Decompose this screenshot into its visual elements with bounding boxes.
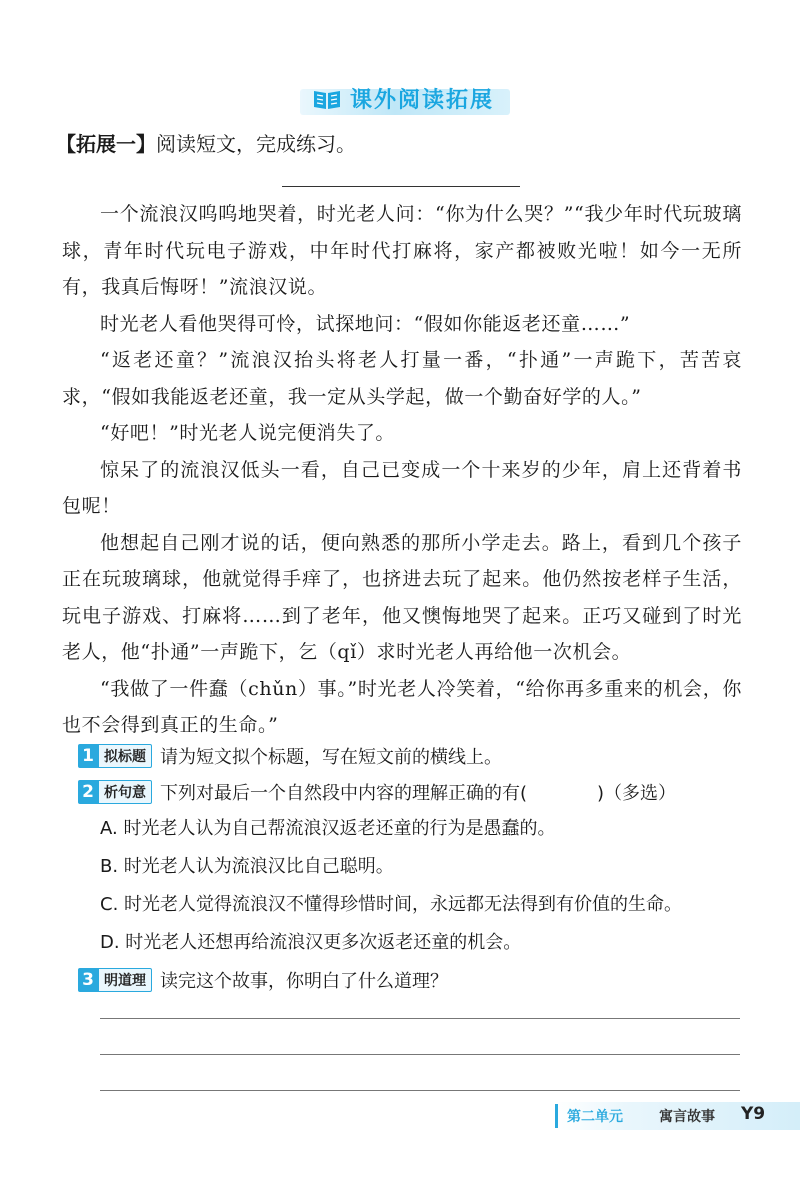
story-paragraph: 时光老人看他哭得可怜，试探地问：“假如你能返老还童……” [100,312,631,335]
question-text: 读完这个故事，你明白了什么道理？ [160,971,448,992]
question-tag: 拟标题 [98,744,152,768]
task-heading [56,128,356,157]
topic-label: 寓言故事 [659,1109,715,1125]
option-a[interactable]: A. 时光老人认为自己帮流浪汉返老还童的行为是愚蠢的。 [100,818,556,839]
question-number: 1 [78,744,98,768]
questions-section [78,738,758,998]
story-paragraph: “返老还童？”流浪汉抬头将老人打量一番，“扑通”一声跪下，苦苦哀求，“假如我能返老还童，我一定从头学起，做一个勤奋好学的人。” [62,349,742,408]
question-text-end: )（多选） [597,783,677,804]
story-paragraph: 他想起自己刚才说的话，便向熟悉的那所小学走去。路上，看到几个孩子正在玩玻璃球，他就觉得手痒了，也挤进去玩了起来。他仍然按老样子生活，玩电子游戏、打麻将……到了老年，他又懊悔地哭了起来。正巧又碰到了时光老人，他“扑通”一声跪下，乞（qǐ）求时光老人再给他一次机会。 [62,531,742,663]
page-footer [555,1102,800,1130]
question-text: 请为短文拟个标题，写在短文前的横线上。 [160,747,502,768]
page-number: Y9 [741,1104,766,1124]
open-book-icon [312,85,342,111]
section-title: 课外阅读拓展 [350,88,495,113]
task-tag: 【拓展一】 [56,132,156,156]
task-instruction: 阅读短文，完成练习。 [156,132,356,156]
story-text [62,196,742,744]
story-paragraph: 一个流浪汉呜呜地哭着，时光老人问：“你为什么哭？”“我少年时代玩玻璃球，青年时代玩电子游戏，中年时代打麻将，家产都被败光啦！如今一无所有，我真后悔呀！”流浪汉说。 [62,203,742,298]
question-2 [78,774,758,810]
answer-line[interactable] [100,1090,740,1091]
title-blank-line[interactable] [282,186,520,187]
answer-line[interactable] [100,1054,740,1055]
question-text: 下列对最后一个自然段中内容的理解正确的有( [160,783,528,804]
question-tag: 明道理 [98,968,152,992]
section-header [300,80,510,116]
option-d[interactable]: D. 时光老人还想再给流浪汉更多次返老还童的机会。 [100,932,522,953]
question-1 [78,738,758,774]
story-paragraph: “我做了一件蠢（chǔn）事。”时光老人冷笑着，“给你再多重来的机会，你也不会得到真正的生命。” [62,677,742,736]
answer-line[interactable] [100,1018,740,1019]
story-paragraph: 惊呆了的流浪汉低头一看，自己已变成一个十来岁的少年，肩上还背着书包呢！ [62,458,742,517]
footer-bar [555,1104,558,1128]
question-tag: 析句意 [98,780,152,804]
option-c[interactable]: C. 时光老人觉得流浪汉不懂得珍惜时间，永远都无法得到有价值的生命。 [100,894,683,915]
unit-label: 第二单元 [567,1109,623,1125]
question-3 [78,962,758,998]
story-paragraph: “好吧！”时光老人说完便消失了。 [100,422,396,444]
option-b[interactable]: B. 时光老人认为流浪汉比自己聪明。 [100,856,394,877]
question-number: 2 [78,780,98,804]
question-number: 3 [78,968,98,992]
